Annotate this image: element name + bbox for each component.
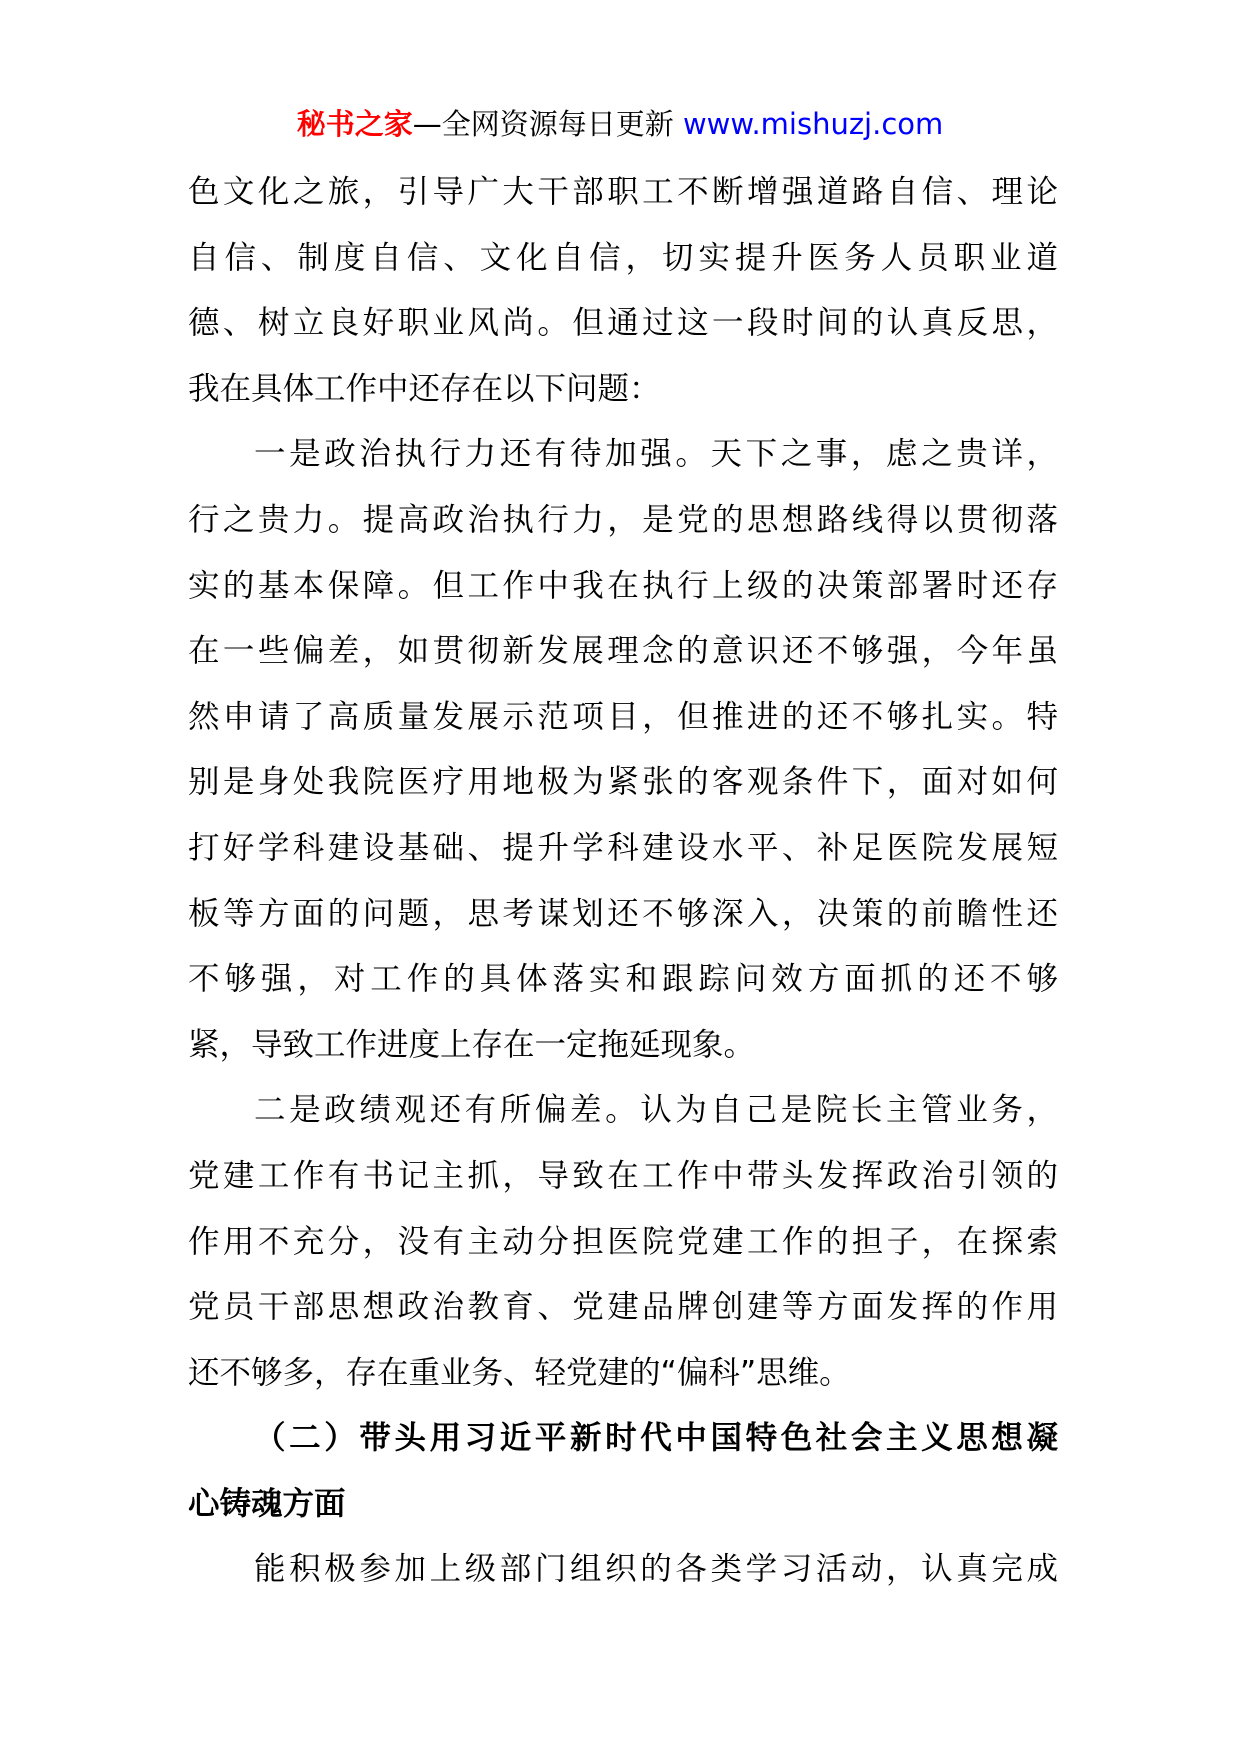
body-line: 然申请了高质量发展示范项目，但推进的还不够扎实。特: [188, 698, 1058, 735]
body-line: 自信、制度自信、文化自信，切实提升医务人员职业道: [188, 239, 1058, 276]
body-line: 党建工作有书记主抓，导致在工作中带头发挥政治引领的: [188, 1157, 1058, 1194]
body-line: 紧，导致工作进度上存在一定拖延现象。: [188, 1026, 756, 1063]
body-line: 作用不充分，没有主动分担医院党建工作的担子，在探索: [188, 1223, 1058, 1260]
document-body: [188, 160, 1058, 1603]
body-line: 德、树立良好职业风尚。但通过这一段时间的认真反思，: [188, 305, 1058, 342]
header-url[interactable]: www.mishuzj.com: [682, 107, 944, 141]
body-line: 我在具体工作中还存在以下问题：: [188, 370, 661, 407]
body-line: 一是政治执行力还有待加强。天下之事，虑之贵详，: [254, 436, 1058, 473]
header-tagline: —全网资源每日更新: [412, 107, 683, 141]
body-line: 实的基本保障。但工作中我在执行上级的决策部署时还存: [188, 567, 1058, 604]
body-line: 在一些偏差，如贯彻新发展理念的意识还不够强，今年虽: [188, 633, 1058, 670]
body-line: 能积极参加上级部门组织的各类学习活动，认真完成: [254, 1551, 1058, 1588]
body-line: 别是身处我院医疗用地极为紧张的客观条件下，面对如何: [188, 764, 1058, 801]
body-line: 行之贵力。提高政治执行力，是党的思想路线得以贯彻落: [188, 501, 1058, 538]
header-brand: 秘书之家: [296, 107, 413, 141]
body-line: 不够强，对工作的具体落实和跟踪问效方面抓的还不够: [188, 961, 1058, 998]
body-line: 打好学科建设基础、提升学科建设水平、补足医院发展短: [188, 829, 1058, 866]
body-line: 还不够多，存在重业务、轻党建的“偏科”思维。: [188, 1354, 851, 1391]
body-line: 板等方面的问题，思考谋划还不够深入，决策的前瞻性还: [188, 895, 1058, 932]
body-line: 色文化之旅，引导广大干部职工不断增强道路自信、理论: [188, 174, 1058, 210]
section-heading: 心铸魂方面: [188, 1485, 346, 1522]
body-line: 二是政绩观还有所偏差。认为自己是院长主管业务，: [254, 1092, 1058, 1129]
body-line: 党员干部思想政治教育、党建品牌创建等方面发挥的作用: [188, 1289, 1058, 1326]
page-header: [0, 102, 1240, 146]
section-heading: （二）带头用习近平新时代中国特色社会主义思想凝: [254, 1420, 1058, 1457]
